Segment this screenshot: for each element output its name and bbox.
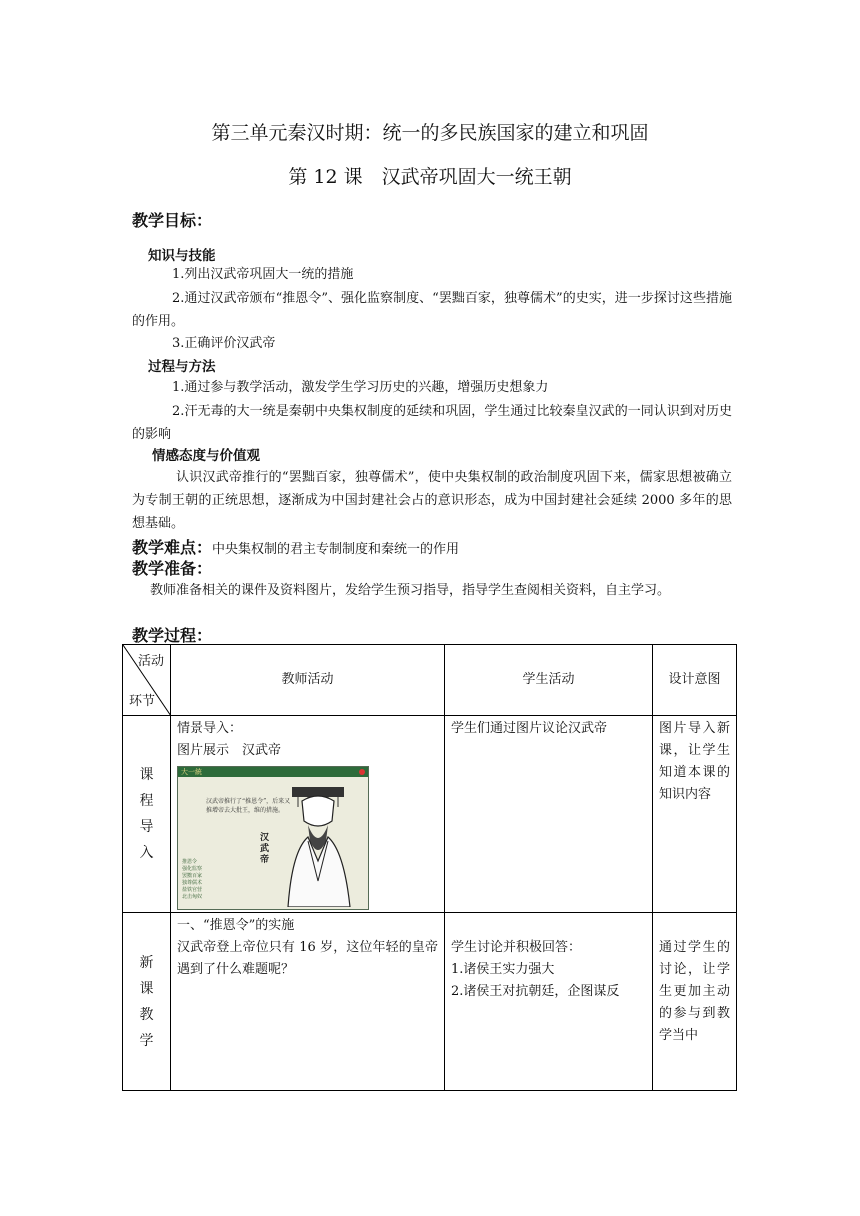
stage-label: 新课教学 xyxy=(139,954,154,1049)
page-title: 第三单元秦汉时期：统一的多民族国家的建立和巩固 xyxy=(211,122,649,144)
process-item-1: 1.通过参与教学活动，激发学生学习历史的兴趣，增强历史想象力 xyxy=(172,380,549,395)
process-heading: 过程与方法 xyxy=(148,359,216,375)
intent-text: 通过学生的讨论，让学生更加主动的参与到教学当中 xyxy=(659,940,730,1043)
teacher-line-1: 一、“推恩令”的实施 xyxy=(177,918,295,933)
stage-cell xyxy=(123,913,171,1091)
objectives-heading: 教学目标： xyxy=(132,211,213,230)
difficulty-line xyxy=(132,535,459,558)
process-item-2: 2.汗无毒的大一统是秦朝中央集权制度的延续和巩固，学生通过比较秦皇汉武的一同认识到对历史的影响 xyxy=(132,404,732,442)
lesson-title: 第 12 课 汉武帝巩固大一统王朝 xyxy=(288,166,572,188)
lesson-table xyxy=(122,644,737,1091)
intent-cell: 图片导入新课，让学生知道本课的知识内容 xyxy=(653,716,737,913)
teacher-cell xyxy=(171,716,445,913)
knowledge-item-3: 3.正确评价汉武帝 xyxy=(172,336,276,351)
header-teacher: 教师活动 xyxy=(171,645,445,716)
difficulty-text: 中央集权制的君主专制制度和秦统一的作用 xyxy=(212,542,460,557)
table-row xyxy=(123,716,737,913)
table-header-row xyxy=(123,645,737,716)
attitude-text: 认识汉武帝推行的“罢黜百家，独尊儒术”，使中央集权制的政治制度巩固下来，儒家思想被确立为专制王朝的正统思想，逐渐成为中国封建社会占的意识形态，成为中国封建社会延续 2000 多年的思想基础。 xyxy=(132,470,732,531)
corner-label-stage: 环节 xyxy=(129,694,156,709)
slide-menu-item: 罢黜百家 xyxy=(182,873,203,879)
teacher-line-2: 图片展示 汉武帝 xyxy=(177,743,282,758)
slide-menu-item: 盐铁官营 xyxy=(182,887,203,893)
teacher-cell xyxy=(171,913,445,1091)
corner-label-activity: 活动 xyxy=(137,654,164,669)
attitude-heading: 情感态度与价值观 xyxy=(152,448,260,464)
slide-close-icon xyxy=(359,769,365,775)
courseware-slide-image xyxy=(177,766,369,910)
student-line-1: 学生讨论并积极回答： xyxy=(451,940,582,955)
student-cell xyxy=(445,913,653,1091)
slide-menu-item: 强化监察 xyxy=(182,866,203,872)
preparation-text: 教师准备相关的课件及资料图片，发给学生预习指导，指导学生查阅相关资料，自主学习。 xyxy=(150,583,671,598)
knowledge-item-2: 2.通过汉武帝颁布“推恩令”、强化监察制度、“罢黜百家，独尊儒术”的史实，进一步探讨这些措施的作用。 xyxy=(132,291,732,329)
header-intent: 设计意图 xyxy=(653,645,737,716)
teacher-line-2: 汉武帝登上帝位只有 16 岁，这位年轻的皇帝遇到了什么难题呢？ xyxy=(177,940,438,977)
slide-menu xyxy=(182,859,202,901)
knowledge-heading: 知识与技能 xyxy=(148,248,216,264)
student-line-2: 1.诸侯王实力强大 xyxy=(451,962,555,977)
slide-menu-item: 推恩令 xyxy=(182,859,198,865)
student-line-3: 2.诸侯王对抗朝廷，企图谋反 xyxy=(451,984,620,999)
student-cell: 学生们通过图片议论汉武帝 xyxy=(445,716,653,913)
slide-menu-item: 北击匈奴 xyxy=(182,894,203,900)
table-corner-cell xyxy=(123,645,171,716)
preparation-heading: 教学准备： xyxy=(132,559,213,578)
difficulty-heading: 教学难点： xyxy=(132,538,213,557)
slide-title-bar xyxy=(178,767,368,777)
emperor-portrait-icon xyxy=(278,781,358,907)
teacher-line-1: 情景导入： xyxy=(177,721,243,736)
stage-cell xyxy=(123,716,171,913)
slide-menu-item: 独尊儒术 xyxy=(182,880,203,886)
process-section-heading: 教学过程： xyxy=(132,626,213,645)
intent-cell xyxy=(653,913,737,1091)
stage-label: 课程导入 xyxy=(139,767,154,861)
slide-title: 大一統 xyxy=(181,768,202,776)
table-row xyxy=(123,913,737,1091)
header-student: 学生活动 xyxy=(445,645,653,716)
knowledge-item-1: 1.列出汉武帝巩固大一统的措施 xyxy=(172,267,354,282)
slide-caption: 汉武帝推行了“推恩令”，后来又推增帝去大批王，维的措施。 xyxy=(206,798,291,814)
slide-name-label: 汉武帝 xyxy=(260,833,270,865)
